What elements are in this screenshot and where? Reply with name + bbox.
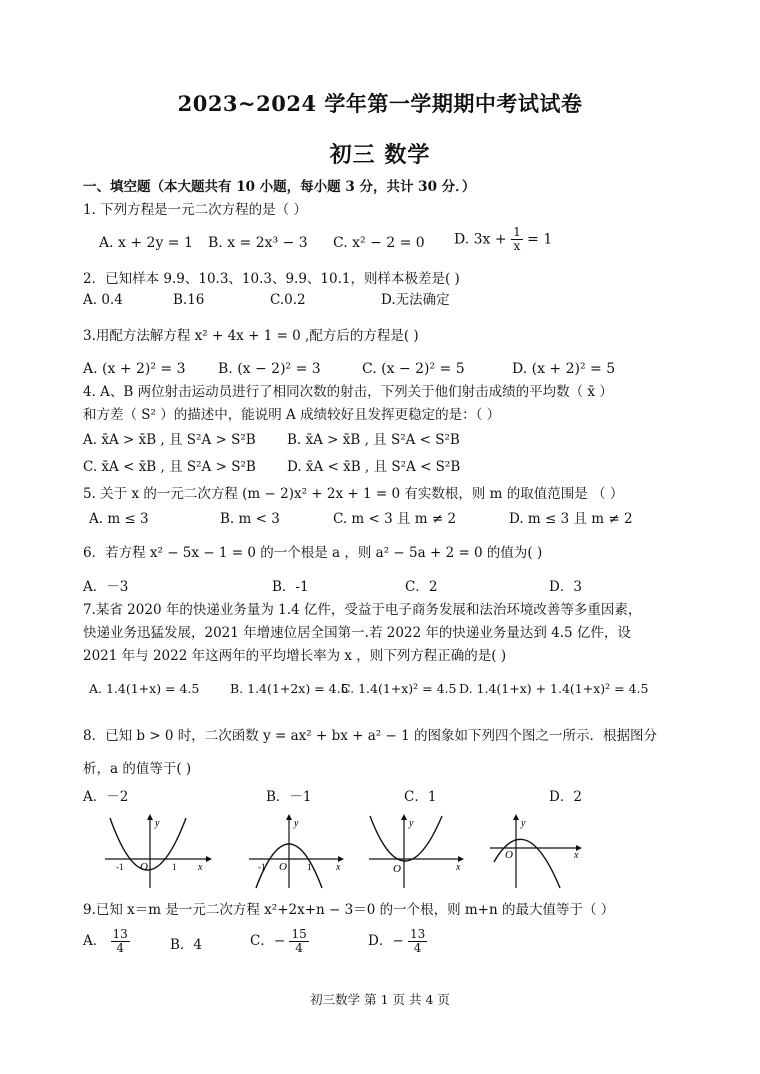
q5-option-c: C. m < 3 且 m ≠ 2 <box>333 511 457 527</box>
q6-option-d: D．3 <box>549 579 582 595</box>
origin-label: O <box>505 849 513 861</box>
q2-stem: 2．已知样本 9.9、10.3、10.3、9.9、10.1，则样本极差是( ) <box>83 271 460 287</box>
q9-option-c-denominator: 4 <box>295 941 303 955</box>
q6-option-c: C．2 <box>405 579 438 595</box>
y-axis-label: y <box>155 818 160 829</box>
q9-option-c-label: C．− <box>250 933 286 949</box>
q7-stem-line2: 快递业务迅猛发展，2021 年增速位居全国第一.若 2022 年的快递业务量达到 4.5 亿件，设 <box>83 625 631 641</box>
neg-one-label: -1 <box>116 862 124 872</box>
q8-stem-line1: 8．已知 b > 0 时，二次函数 y = ax² + bx + a² − 1 的图象如下列四个图之一所示．根据图分 <box>83 728 657 744</box>
q7-option-b: B. 1.4(1+2x) = 4.5 <box>230 681 349 696</box>
y-axis-arrow <box>147 814 153 820</box>
q9-option-b: B．4 <box>170 937 203 953</box>
q8-option-d: D．2 <box>549 789 582 805</box>
exam-subtitle: 初三 数学 <box>329 142 431 168</box>
q1-option-a: A. x + 2y = 1 <box>99 235 193 251</box>
y-axis-label: y <box>409 818 414 829</box>
origin-label: O <box>393 863 401 875</box>
q4-option-c: C. x̄A < x̄B , 且 S²A > S²B <box>83 459 256 475</box>
q9-option-d <box>368 928 427 955</box>
q3-option-a: A. (x + 2)² = 3 <box>83 361 186 377</box>
q4-stem-line2: 和方差（ S² ）的描述中，能说明 A 成绩较好且发挥更稳定的是：（ ） <box>83 407 501 423</box>
q9-option-c-numerator: 15 <box>291 927 307 941</box>
one-label: 1 <box>307 862 312 872</box>
q5-stem: 5. 关于 x 的一元二次方程 (m − 2)x² + 2x + 1 = 0 有实数根，则 m 的取值范围是 （ ） <box>83 486 624 502</box>
x-axis-arrow <box>206 856 212 862</box>
q4-stem-line1: 4. A、B 两位射击运动员进行了相同次数的射击，下列关于他们射击成绩的平均数（ x̄ ） <box>83 384 613 400</box>
q9-option-d-numerator: 13 <box>409 927 426 941</box>
q1-option-d-denominator: x <box>513 239 521 253</box>
q9-option-a-denominator: 4 <box>116 941 124 955</box>
q9-option-c <box>250 928 309 955</box>
x-axis-label: x <box>574 850 579 861</box>
q7-stem-line3: 2021 年与 2022 年这两年的平均增长率为 x ，则下列方程正确的是( ) <box>83 648 507 664</box>
q1-option-d-suffix: = 1 <box>527 231 553 248</box>
exam-title: 2023~2024 学年第一学期期中考试试卷 <box>177 91 583 116</box>
y-axis-label: y <box>521 818 526 829</box>
q5-option-b: B. m < 3 <box>220 511 280 527</box>
q9-option-a <box>83 928 130 955</box>
q1-option-b: B. x = 2x³ − 3 <box>208 235 308 251</box>
q1-option-d-prefix: D. 3x + <box>454 231 507 248</box>
q9-option-a-fraction <box>111 928 130 955</box>
q2-option-c: C.0.2 <box>270 292 306 308</box>
q9-option-d-label: D．− <box>368 933 404 949</box>
q8-stem-line2: 析，a 的值等于( ) <box>83 761 192 777</box>
q1-option-d-numerator: 1 <box>513 225 521 239</box>
q5-option-a: A. m ≤ 3 <box>89 511 149 527</box>
y-axis-arrow <box>286 814 292 820</box>
page-footer: 初三数学 第 1 页 共 4 页 <box>310 992 450 1007</box>
y-axis-label: y <box>294 818 299 829</box>
q4-option-a: A. x̄A > x̄B , 且 S²A > S²B <box>83 432 256 448</box>
origin-label: O <box>140 861 148 873</box>
x-axis-label: x <box>198 862 203 873</box>
q9-stem: 9.已知 x＝m 是一元二次方程 x²+2x+n − 3＝0 的一个根，则 m+n 的最大值等于（ ） <box>83 902 615 918</box>
q8-option-a: A．－2 <box>83 789 129 805</box>
q8-graph-b <box>244 812 350 890</box>
q4-option-b: B. x̄A > x̄B , 且 S²A < S²B <box>287 432 460 448</box>
q7-stem-line1: 7.某省 2020 年的快递业务量为 1.4 亿件，受益于电子商务发展和法治环境改善等多重因素， <box>83 602 642 618</box>
q3-option-d: D. (x + 2)² = 5 <box>512 361 616 377</box>
q8-graph-a <box>100 812 212 890</box>
q8-graph-d <box>488 812 588 890</box>
x-axis-label: x <box>336 862 341 873</box>
q2-option-a: A. 0.4 <box>83 292 123 308</box>
y-axis-arrow <box>513 814 519 820</box>
section-heading: 一、填空题（本大题共有 10 小题，每小题 3 分，共计 30 分．） <box>83 179 476 195</box>
q1-stem: 1. 下列方程是一元二次方程的是（ ） <box>83 202 307 218</box>
q8-option-c: C．1 <box>404 789 437 805</box>
q9-option-a-label: A． <box>83 933 107 949</box>
q3-option-b: B. (x − 2)² = 3 <box>218 361 321 377</box>
neg-one-label: -1 <box>258 862 266 872</box>
x-axis-label: x <box>456 862 461 873</box>
q2-option-b: B.16 <box>173 292 205 308</box>
q6-stem: 6．若方程 x² − 5x − 1 = 0 的一个根是 a ，则 a² − 5a + 2 = 0 的值为( ) <box>83 545 543 561</box>
q7-option-a: A. 1.4(1+x) = 4.5 <box>89 681 200 696</box>
origin-label: O <box>279 861 287 873</box>
q1-option-d-fraction <box>511 226 523 253</box>
q3-option-c: C. (x − 2)² = 5 <box>362 361 465 377</box>
q6-option-a: A．－3 <box>83 579 129 595</box>
q2-option-d: D.无法确定 <box>381 292 450 308</box>
one-label: 1 <box>172 862 177 872</box>
parabola-curve <box>370 816 442 861</box>
q7-option-d: D. 1.4(1+x) + 1.4(1+x)² = 4.5 <box>459 681 649 696</box>
y-axis-arrow <box>401 814 407 820</box>
q5-option-d: D. m ≤ 3 且 m ≠ 2 <box>509 511 633 527</box>
q9-option-d-denominator: 4 <box>413 941 422 955</box>
q8-graph-c <box>364 812 470 890</box>
q4-option-d: D. x̄A < x̄B , 且 S²A < S²B <box>287 459 461 475</box>
q3-stem: 3.用配方法解方程 x² + 4x + 1 = 0 ,配方后的方程是( ) <box>83 328 419 344</box>
q9-option-d-fraction <box>408 928 427 955</box>
q9-option-c-fraction <box>289 928 308 955</box>
q6-option-b: B．-1 <box>272 579 309 595</box>
q9-option-a-numerator: 13 <box>112 927 128 941</box>
q7-option-c: C. 1.4(1+x)² = 4.5 <box>341 681 457 696</box>
q8-option-b: B．－1 <box>266 789 312 805</box>
parabola-curve <box>494 839 560 888</box>
q1-option-d <box>454 226 552 253</box>
q1-option-c: C. x² − 2 = 0 <box>333 235 425 251</box>
